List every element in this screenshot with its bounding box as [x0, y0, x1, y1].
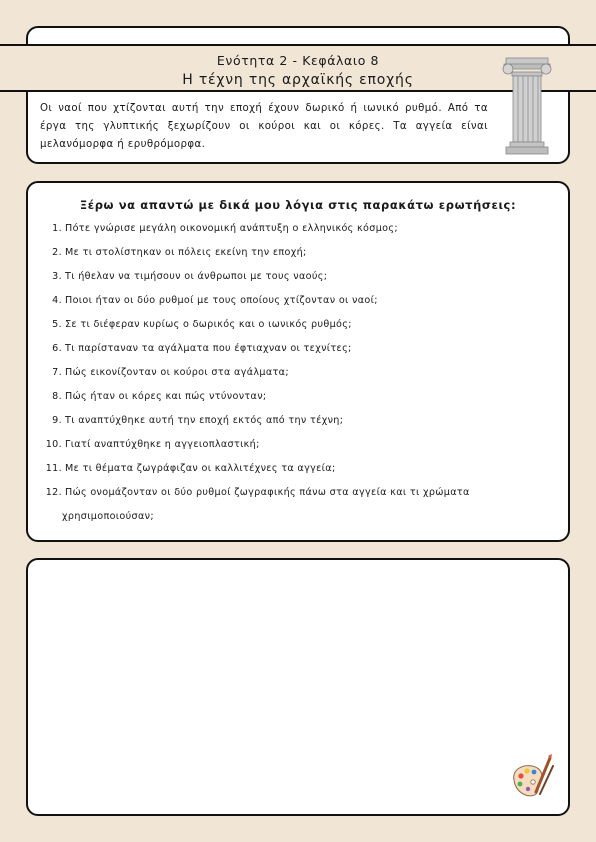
question-number: 10. [45, 439, 62, 450]
question-item [36, 343, 516, 354]
question-item [36, 367, 516, 378]
paint-palette-icon [510, 752, 554, 800]
question-number: 2. [52, 247, 62, 258]
question-number: 7. [52, 367, 62, 378]
question-item [36, 319, 516, 330]
question-number: 6. [52, 343, 62, 354]
question-item [36, 223, 516, 234]
question-number: 12. [45, 487, 62, 498]
question-number: 5. [52, 319, 62, 330]
questions-heading: Ξέρω να απαντώ με δικά μου λόγια στις παρακάτω ερωτήσεις: [79, 198, 517, 212]
answer-area[interactable] [26, 558, 570, 816]
question-item [36, 295, 516, 306]
question-item [36, 415, 516, 426]
question-text: Τι αναπτύχθηκε αυτή την εποχή εκτός από την τέχνη; [65, 415, 344, 426]
question-number: 9. [52, 415, 62, 426]
question-text-continuation: χρησιμοποιούσαν; [62, 511, 154, 522]
ionic-column-icon [500, 56, 554, 156]
question-text: Σε τι διέφεραν κυρίως ο δωρικός και ο ιωνικός ρυθμός; [65, 319, 352, 330]
question-text: Με τι στολίστηκαν οι πόλεις εκείνη την εποχή; [65, 247, 307, 258]
question-text: Πώς ονομάζονταν οι δύο ρυθμοί ζωγραφικής πάνω στα αγγεία και τι χρώματα [65, 487, 470, 498]
question-item [36, 487, 516, 498]
question-text: Πώς εικονίζονταν οι κούροι στα αγάλματα; [65, 367, 289, 378]
question-text: Γιατί αναπτύχθηκε η αγγειοπλαστική; [65, 439, 260, 450]
unit-title: Ενότητα 2 - Κεφάλαιο 8 [216, 53, 380, 68]
question-text: Με τι θέματα ζωγράφιζαν οι καλλιτέχνες τα αγγεία; [65, 463, 336, 474]
question-text: Τι ήθελαν να τιμήσουν οι άνθρωποι με τους ναούς; [65, 271, 328, 282]
question-text: Τι παρίσταναν τα αγάλματα που έφτιαχναν οι τεχνίτες; [65, 343, 352, 354]
question-number: 11. [45, 463, 62, 474]
question-item [36, 271, 516, 282]
question-item [36, 391, 516, 402]
question-text: Πότε γνώρισε μεγάλη οικονομική ανάπτυξη ο ελληνικός κόσμος; [65, 223, 398, 234]
question-number: 8. [52, 391, 62, 402]
question-item [36, 439, 516, 450]
question-item [36, 463, 516, 474]
question-text: Πώς ήταν οι κόρες και πώς ντύνονταν; [65, 391, 267, 402]
question-number: 3. [52, 271, 62, 282]
intro-text: Οι ναοί που χτίζονται αυτή την εποχή έχουν δωρικό ή ιωνικό ρυθμό. Από τα έργα της γλυπτικής ξεχωρίζουν οι κούροι και οι κόρες. Τα αγγεία είναι μελανόμορφα ή ερυθρόμορφα. [40, 103, 488, 150]
question-text: Ποιοι ήταν οι δύο ρυθμοί με τους οποίους χτίζονταν οι ναοί; [65, 295, 378, 306]
question-number: 4. [52, 295, 62, 306]
question-item [36, 247, 516, 258]
page-title: Η τέχνη της αρχαϊκής εποχής [182, 72, 414, 88]
question-number: 1. [52, 223, 62, 234]
